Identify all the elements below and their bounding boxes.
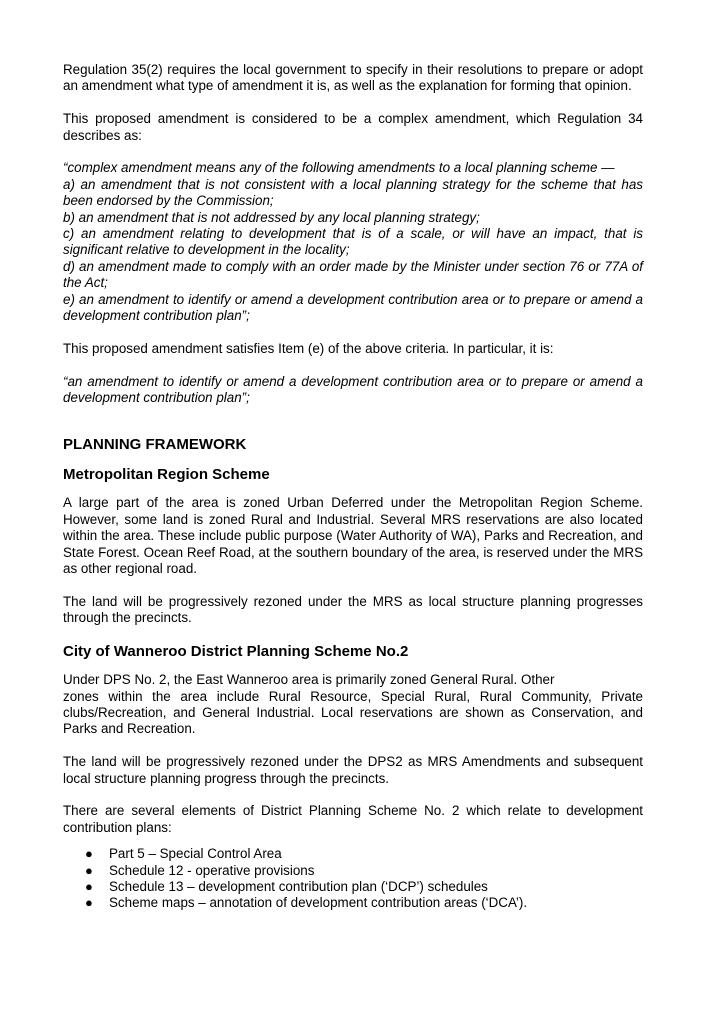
quote-item-e: “an amendment to identify or amend a development contribution area or to prepare or amend a development contribution plan”;: [63, 373, 643, 406]
dps2-zoning-rest: zones within the area include Rural Resource, Special Rural, Rural Community, Private clubs/Recreation, and General Industrial. Local reservations are shown as Conservation, and Parks and Recreation.: [63, 688, 643, 737]
quote-line: d) an amendment made to comply with an order made by the Minister under section 76 or 77A of the Act;: [63, 258, 643, 291]
dps2-zoning-first-line: Under DPS No. 2, the East Wanneroo area is primarily zoned General Rural. Other: [63, 672, 555, 688]
quote-line: b) an amendment that is not addressed by any local planning strategy;: [63, 209, 480, 225]
subheading-dps2: City of Wanneroo District Planning Scheme No.2: [63, 643, 409, 661]
paragraph-mrs-zoning: A large part of the area is zoned Urban Deferred under the Metropolitan Region Scheme. However, some land is zoned Rural and Industrial. Several MRS reservations are also located within the area. These include public purpose (Water Authority of WA), Parks and Recreation, and State Forest. Ocean Reef Road, at the southern boundary of the area, is reserved under the MRS as other regional road.: [63, 495, 643, 577]
paragraph-dps2-rezoning: The land will be progressively rezoned under the DPS2 as MRS Amendments and subsequent local structure planning progress through the precincts.: [63, 754, 643, 786]
list-item: ● Scheme maps – annotation of development contribution areas (‘DCA’).: [85, 895, 528, 911]
paragraph-dps2-zoning: [63, 672, 643, 738]
paragraph-mrs-rezoning: The land will be progressively rezoned under the MRS as local structure planning progresses through the precincts.: [63, 593, 643, 626]
paragraph-complex-amendment: This proposed amendment is considered to be a complex amendment, which Regulation 34 describes as:: [63, 111, 643, 143]
paragraph-item-e: This proposed amendment satisfies Item (e) of the above criteria. In particular, it is:: [63, 340, 554, 356]
list-item: ● Part 5 – Special Control Area: [85, 846, 282, 862]
subheading-mrs: Metropolitan Region Scheme: [63, 466, 270, 484]
regulation-34-quote: [63, 160, 643, 324]
paragraph-dps2-elements: There are several elements of District Planning Scheme No. 2 which relate to development contribution plans:: [63, 803, 643, 835]
bullet-icon: ●: [85, 862, 93, 878]
list-item: ● Schedule 13 – development contribution plan (‘DCP’) schedules: [85, 878, 488, 894]
bullet-icon: ●: [85, 846, 93, 862]
quote-line: “complex amendment means any of the following amendments to a local planning scheme —: [63, 160, 615, 176]
paragraph-regulation-35: Regulation 35(2) requires the local government to specify in their resolutions to prepare or adopt an amendment what type of amendment it is, as well as the explanation for forming that opinion.: [63, 62, 643, 94]
quote-line: e) an amendment to identify or amend a development contribution area or to prepare or amend a development contribution plan”;: [63, 291, 643, 324]
section-heading-planning-framework: PLANNING FRAMEWORK: [63, 436, 247, 454]
bullet-icon: ●: [85, 878, 93, 894]
bullet-icon: ●: [85, 895, 93, 911]
quote-line: a) an amendment that is not consistent with a local planning strategy for the scheme that has been endorsed by the Commission;: [63, 176, 643, 209]
list-item: ● Schedule 12 - operative provisions: [85, 862, 315, 878]
dcp-elements-list: [63, 846, 643, 912]
document-page: [63, 62, 643, 912]
quote-line: c) an amendment relating to development that is of a scale, or will have an impact, that is significant relative to development in the locality;: [63, 226, 643, 258]
